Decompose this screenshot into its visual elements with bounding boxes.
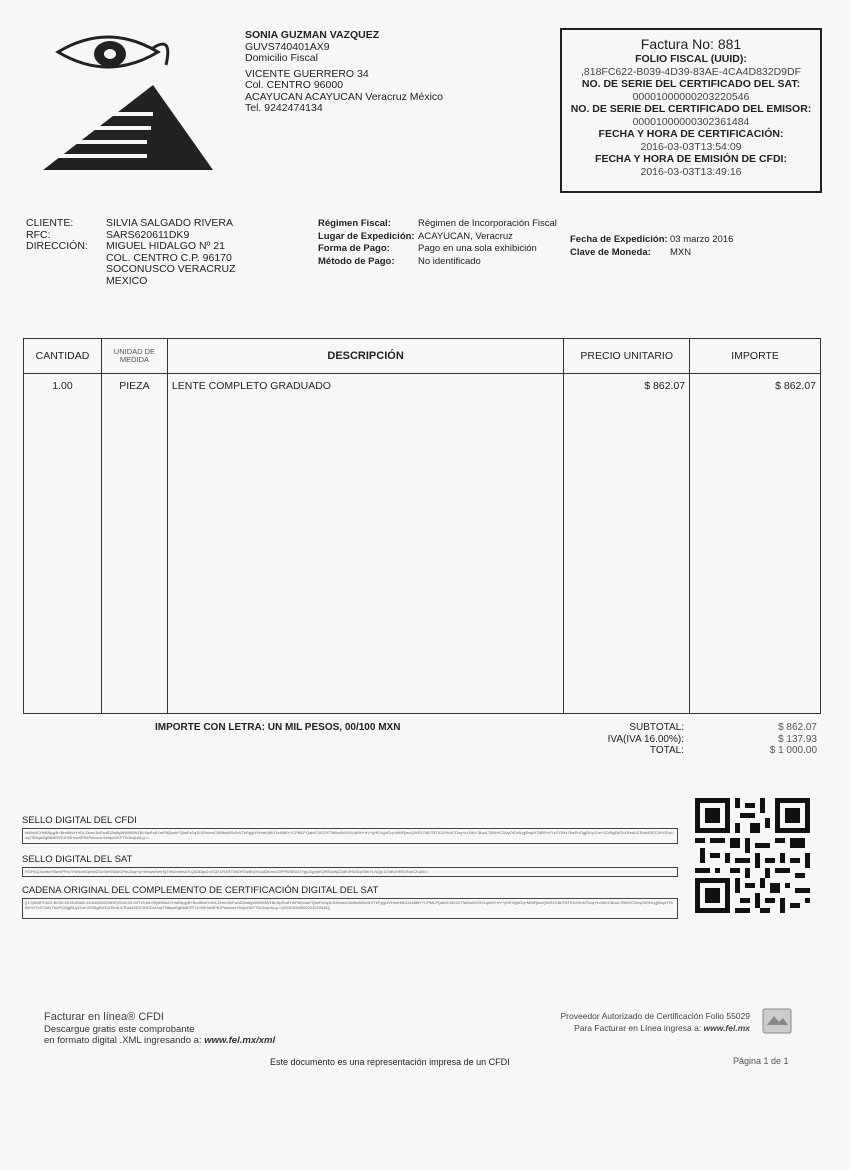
client-addr-line: MIGUEL HIDALGO Nº 21 [106, 240, 225, 252]
issuer-block [245, 30, 443, 115]
emision-label: FECHA Y HORA DE EMISIÓN DE CFDI: [595, 153, 787, 165]
cliente-label: CLIENTE: [26, 217, 74, 229]
issuer-rfc: GUVS740401AX9 [245, 40, 330, 53]
issuer-tel: Tel. 9242474134 [245, 102, 323, 114]
cell-unidad: PIEZA [101, 374, 167, 394]
fecha-label: Fecha de Expedición: [570, 234, 668, 245]
company-logo [38, 30, 238, 180]
table-header-row [24, 339, 821, 374]
issuer-colonia: Col. CENTRO 96000 [245, 79, 344, 91]
footer-left [44, 1012, 275, 1047]
sello-cfdi-value: fdWdclCHsBNpjyB+BndMvhYnDLZkmvJfcFwdDZw6gWMNMW1BLNpRu8YmP8QnskFQIwFzSq3LE6tnmxC6MboMDc5rV7kFyjgUVHmK89GJz48t6Y+CPMLPQafcE1522XTM6m0dX9XUpBH+eV+yHEVyjdGq+MMFjlwcQWS1G8UT8TKDJHn67Dzq+lnJ0KrCBuuL7B0rHC3UyOfOHLyjjSwpHTAB0+KYsI7OMz7NzPUOgjBUy11w+2OfSyjBATo1RedUCRdd4SEC0HGDoUoq7Sl8qaGgB6dERTUi+Bi+haSP81Peavca+HzlycGKFT5v3vqUsLg== [22, 828, 678, 844]
issuer-city: ACAYUCAN ACAYUCAN Veracruz México [245, 90, 443, 103]
cadena-label: CADENA ORIGINAL DEL COMPLEMENTO DE CERTIFICACIÓN DIGITAL DEL SAT [22, 885, 379, 896]
cell-precio: $ 862.07 [564, 374, 690, 394]
sello-sat-label: SELLO DIGITAL DEL SAT [22, 854, 133, 865]
metodo-label: Método de Pago: [318, 255, 395, 267]
regimen-value: Régimen de Incorporación Fiscal [418, 218, 557, 229]
lugar-value: ACAYUCAN, Veracruz [418, 230, 513, 242]
client-addr-line: MEXICO [106, 274, 148, 287]
table-filler-row [24, 394, 821, 714]
folio-value: ,818FC622-B039-4D39-83AE-4CA4D832D9DF [580, 65, 802, 78]
representation-note: Este documento es una representación impresa de un CFDI [270, 1057, 510, 1067]
emisor-cert-label: NO. DE SERIE DEL CERTIFICADO DEL EMISOR: [570, 103, 812, 115]
iva-value: $ 137.93 [778, 733, 817, 745]
moneda-label: Clave de Moneda: [570, 246, 651, 258]
header-precio: PRECIO UNITARIO [564, 339, 690, 374]
table-row [24, 374, 821, 394]
cert-date-label: FECHA Y HORA DE CERTIFICACIÓN: [598, 128, 784, 140]
sat-cert-label: NO. DE SERIE DEL CERTIFICADO DEL SAT: [581, 78, 801, 90]
importe-letra: IMPORTE CON LETRA: UN MIL PESOS, 00/100 MXN [155, 722, 401, 733]
footer-xml-link[interactable]: www.fel.mx/xml [204, 1035, 276, 1046]
sellos-section [22, 815, 672, 919]
emisor-cert-value: 00001000000302361484 [632, 115, 750, 128]
emision-value: 2016-03-03T13:49:16 [640, 165, 742, 178]
lugar-label: Lugar de Expedición: [318, 230, 415, 242]
forma-label: Forma de Pago: [318, 243, 390, 254]
page-number: Página 1 de 1 [733, 1056, 789, 1066]
footer-line2-text: en formato digital .XML ingresando a: [44, 1035, 205, 1046]
sat-cert-value: 00001000000203220546 [632, 90, 750, 103]
footer-provider: Proveedor Autorizado de Certificación Folio 55029 [560, 1011, 750, 1021]
footer-line1: Descargue gratis este comprobante [44, 1023, 195, 1035]
folio-label: FOLIO FISCAL (UUID): [635, 53, 747, 65]
pyramid-icon [42, 85, 213, 170]
fecha-value: 03 marzo 2016 [670, 234, 734, 245]
total-value: $ 1 000.00 [769, 745, 817, 756]
factura-box [560, 28, 822, 193]
cell-cantidad: 1.00 [24, 374, 102, 394]
qr-code-icon [695, 798, 810, 913]
factura-number: Factura No: 881 [640, 36, 742, 52]
client-address [106, 241, 236, 287]
subtotal-value: $ 862.07 [778, 722, 817, 733]
client-block [26, 218, 236, 287]
sello-sat-value: RGPkQJucfaeYBwnPFnUYVekzhGpmbZOcSeHSAsICPhuZuq+ju+MvwwSmHgTh92nmmA7rQI23Dqs1nGQX1Fi4R74NOFDs8KyXn1qOlumvZ3PPW381DJYgcZqyvkKQNSqhNjJ2dK0HU01pSbhYLNQju1OdBUnR6GNw1ZupIO= [22, 867, 678, 877]
totals-labels [580, 722, 684, 757]
client-addr-line: SOCONUSCO VERACRUZ [106, 263, 236, 275]
moneda-value: MXN [670, 246, 692, 258]
footer-fel-link[interactable]: www.fel.mx [703, 1023, 750, 1033]
rfc-label: RFC: [26, 228, 51, 241]
client-name: SILVIA SALGADO RIVERA [106, 217, 234, 229]
cell-importe: $ 862.07 [690, 374, 821, 394]
subtotal-label: SUBTOTAL: [629, 722, 684, 733]
cell-descripcion: LENTE COMPLETO GRADUADO [167, 374, 563, 394]
header-cantidad: CANTIDAD [24, 339, 102, 374]
metodo-value: No identificado [418, 255, 481, 267]
issuer-street: VICENTE GUERRERO 34 [245, 67, 369, 80]
forma-value: Pago en una sola exhibición [418, 243, 537, 254]
sello-cfdi-label: SELLO DIGITAL DEL CFDI [22, 815, 137, 826]
regimen-label: Régimen Fiscal: [318, 218, 391, 229]
header-descripcion: DESCRIPCIÓN [167, 339, 563, 374]
eye-icon [58, 37, 168, 67]
issuer-name: SONIA GUZMAN VAZQUEZ [245, 29, 380, 41]
header-unidad: UNIDAD DE MEDIDA [101, 339, 167, 374]
cert-date-value: 2016-03-03T13:54:09 [640, 140, 742, 153]
header-importe: IMPORTE [690, 339, 821, 374]
direccion-label: DIRECCIÓN: [26, 240, 88, 252]
total-label: TOTAL: [649, 745, 684, 756]
provider-badge-icon [762, 1008, 792, 1034]
footer-brand: Facturar en línea® CFDI [44, 1011, 164, 1023]
footer-prov2-text: Para Facturar en Línea ingresa a: [574, 1023, 704, 1033]
client-addr-line: COL. CENTRO C.P. 96170 [106, 251, 232, 264]
items-table [23, 338, 821, 714]
expedicion-block [570, 234, 733, 259]
cadena-value: ||1.0|818FC622-B039-4D39-83AE-4CA4D832D9DF|2016-03-03T13:54:09|fdWdclCHsBNpjyB+BndMvhYnDLZkmvJfcFwdDZw6gWMNMW1BLNpRu8YmP8QnskFQIwFzSq3LE6tnmxC6MboMDc5rV7kFyjgUVHmK89GJz48t6Y+CPMLPQafcE1522XTM6m0dX9XUpBH+eV+yHEVyjdGq+MMFjlwcQWS1G8UT8TKDJHn67Dzq+lnJ0KrCBuuL7B0rHC3UyOfOHLyjjSwpHTAB0+KYsI7OMz7NzPUOgjBUy11w+2OfSyjBATo1RedUCRdd4SEC0HGDoUoq7Sl8qaGgB6dERTUi+Bi+haSP81Peavca+HzlycGKFT5v3vqUsLg==|00001000000203220546|| [22, 898, 678, 919]
footer-right [520, 1010, 750, 1034]
totals-values [700, 722, 817, 757]
iva-label: IVA(IVA 16.00%): [607, 733, 684, 745]
regimen-block [318, 218, 557, 268]
domicilio-label: Domicilio Fiscal [245, 52, 318, 64]
client-rfc: SARS620611DK9 [106, 228, 190, 241]
